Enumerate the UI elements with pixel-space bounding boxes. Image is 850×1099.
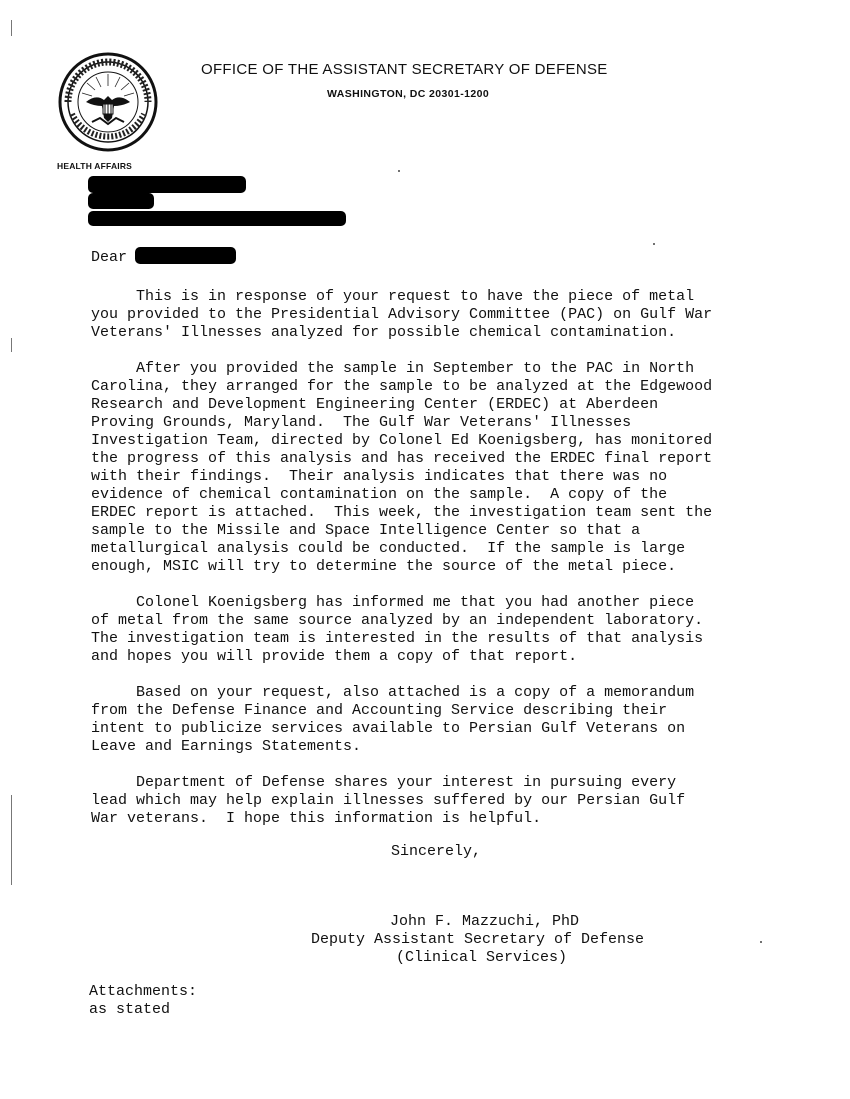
paragraph-line: Investigation Team, directed by Colonel Ed Koenigsberg, has monitored [91,432,713,449]
letter-paragraph [91,288,791,342]
salutation [91,249,127,267]
attachments-value: as stated [89,1001,171,1018]
paragraph-line: sample to the Missile and Space Intelligence Center so that a [91,522,641,539]
letter-body [91,288,791,846]
signatory-title: Deputy Assistant Secretary of Defense [311,931,645,948]
scan-margin-mark [11,20,12,36]
paragraph-line: Colonel Koenigsberg has informed me that you had another piece [91,594,695,611]
paragraph-line: The investigation team is interested in the results of that analysis [91,630,704,647]
scan-margin-mark [11,338,12,352]
paragraph-line: the progress of this analysis and has received the ERDEC final report [91,450,713,467]
office-unit: HEALTH AFFAIRS [57,161,133,171]
redaction-bar [88,193,154,209]
office-address: WASHINGTON, DC 20301-1200 [327,88,490,100]
paragraph-line: with their findings. Their analysis indicates that there was no [91,468,668,485]
paragraph-line: After you provided the sample in September to the PAC in North [91,360,695,377]
paragraph-line: and hopes you will provide them a copy of that report. [91,648,578,665]
paragraph-line: Proving Grounds, Maryland. The Gulf War Veterans' Illnesses [91,414,632,431]
scan-speck [760,941,762,943]
letter-paragraph [91,360,791,576]
paragraph-line: you provided to the Presidential Advisory Committee (PAC) on Gulf War [91,306,713,323]
paragraph-line: metallurgical analysis could be conducted. If the sample is large [91,540,686,557]
redaction-bar [88,176,246,193]
redaction-bar [135,247,236,264]
paragraph-line: Carolina, they arranged for the sample to be analyzed at the Edgewood [91,378,713,395]
paragraph-line: This is in response of your request to have the piece of metal [91,288,695,305]
scan-speck [398,170,400,172]
scan-speck [653,243,655,245]
letter-paragraph [91,594,791,666]
salutation-text: Dear [91,249,128,266]
closing: Sincerely, [391,843,482,860]
paragraph-line: lead which may help explain illnesses suffered by our Persian Gulf [91,792,686,809]
paragraph-line: Based on your request, also attached is a copy of a memorandum [91,684,695,701]
attachments-label: Attachments: [89,983,198,1000]
letter-paragraph [91,774,791,828]
paragraph-line: Department of Defense shares your interest in pursuing every [91,774,677,791]
office-title: OFFICE OF THE ASSISTANT SECRETARY OF DEFENSE [201,61,608,78]
paragraph-line: War veterans. I hope this information is helpful. [91,810,542,827]
letter-paragraph [91,684,791,756]
paragraph-line: intent to publicize services available to Persian Gulf Veterans on [91,720,686,737]
redaction-bar [88,211,346,226]
paragraph-line: enough, MSIC will try to determine the source of the metal piece. [91,558,677,575]
paragraph-line: Veterans' Illnesses analyzed for possible chemical contamination. [91,324,677,341]
signatory-subtitle: (Clinical Services) [396,949,568,966]
paragraph-line: from the Defense Finance and Accounting Service describing their [91,702,668,719]
scan-margin-mark [11,795,12,885]
dod-seal-graphic [56,52,166,152]
dod-seal [56,52,166,152]
paragraph-line: ERDEC report is attached. This week, the investigation team sent the [91,504,713,521]
paragraph-line: of metal from the same source analyzed by an independent laboratory. [91,612,704,629]
paragraph-line: Research and Development Engineering Center (ERDEC) at Aberdeen [91,396,659,413]
paragraph-line: evidence of chemical contamination on the sample. A copy of the [91,486,668,503]
paragraph-line: Leave and Earnings Statements. [91,738,362,755]
signatory-name: John F. Mazzuchi, PhD [390,913,580,930]
